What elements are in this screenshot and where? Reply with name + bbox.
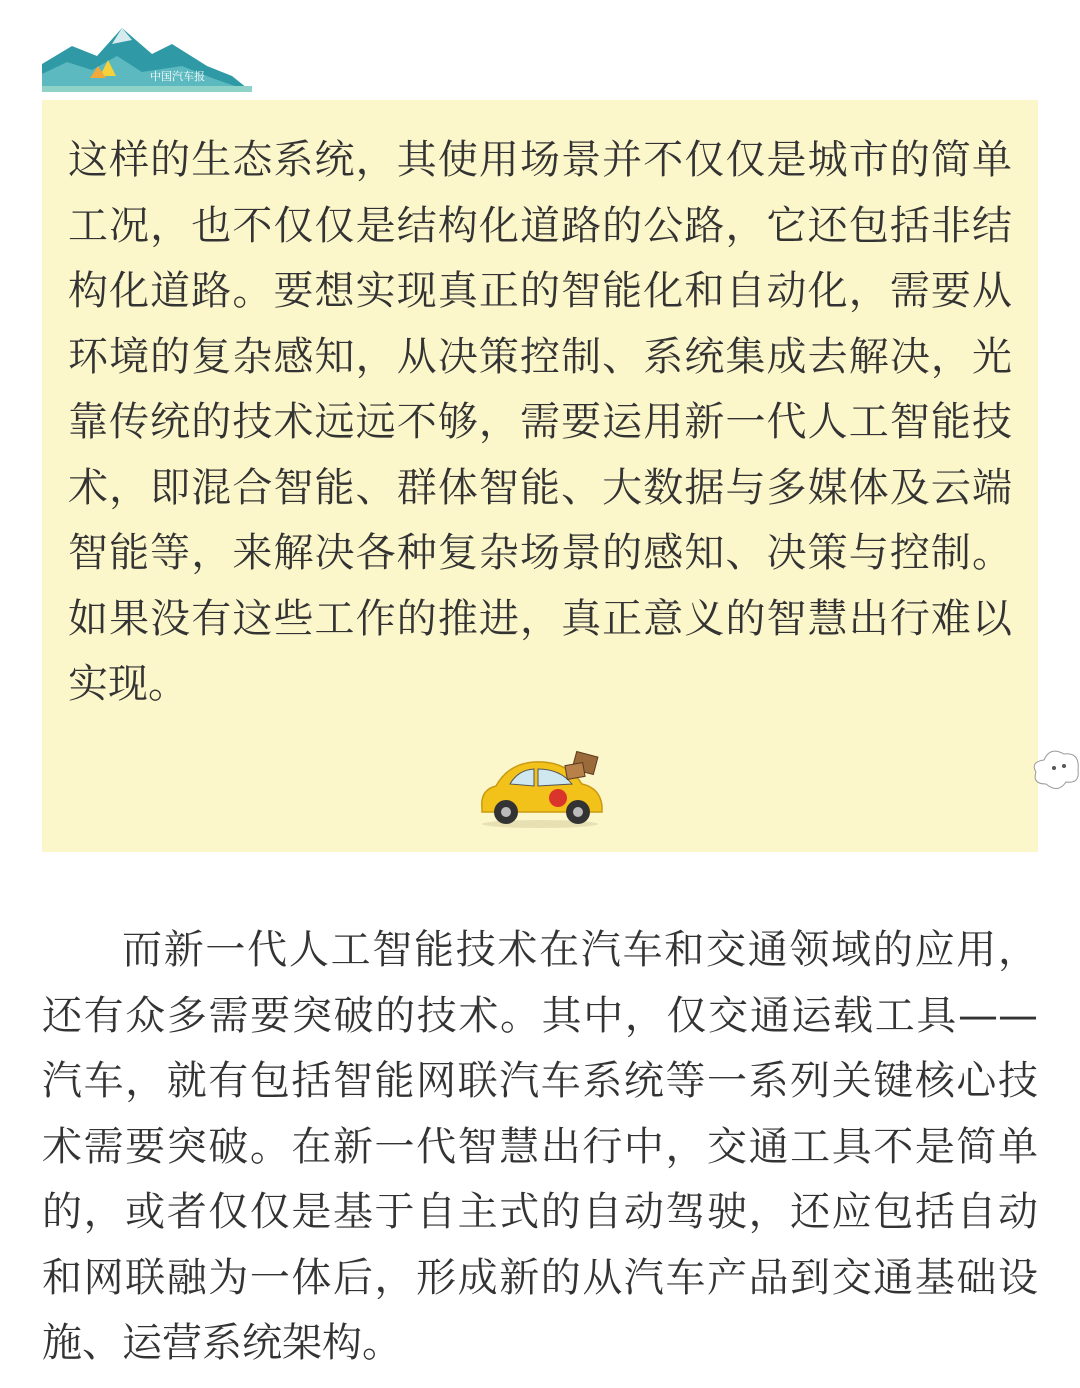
quote-box [42, 100, 1038, 852]
yellow-car-icon [474, 750, 614, 830]
quote-text: 这样的生态系统，其使用场景并不仅仅是城市的简单工况，也不仅仅是结构化道路的公路，它还包括非结构化道路。要想实现真正的智能化和自动化，需要从环境的复杂感知，从决策控制、系统集成去解决，光靠传统的技术远远不够，需要运用新一代人工智能技术，即混合智能、群体智能、大数据与多媒体及云端智能等，来解决各种复杂场景的感知、决策与控制。如果没有这些工作的推进，真正意义的智慧出行难以实现。 [68, 137, 1012, 707]
mountain-banner-icon [42, 26, 252, 92]
watermark-text: 中国汽车报 [150, 70, 205, 83]
header-banner [42, 26, 252, 92]
body-paragraph: 而新一代人工智能技术在汽车和交通领域的应用，还有众多需要突破的技术。其中，仅交通运载工具——汽车，就有包括智能网联汽车系统等一系列关键核心技术需要突破。在新一代智慧出行中，交通工具不是简单的，或者仅仅是基于自主式的自动驾驶，还应包括自动和网联融为一体后，形成新的从汽车产品到交通基础设施、运营系统架构。 [42, 927, 1038, 1366]
cloud-sticker-icon [1024, 740, 1080, 810]
